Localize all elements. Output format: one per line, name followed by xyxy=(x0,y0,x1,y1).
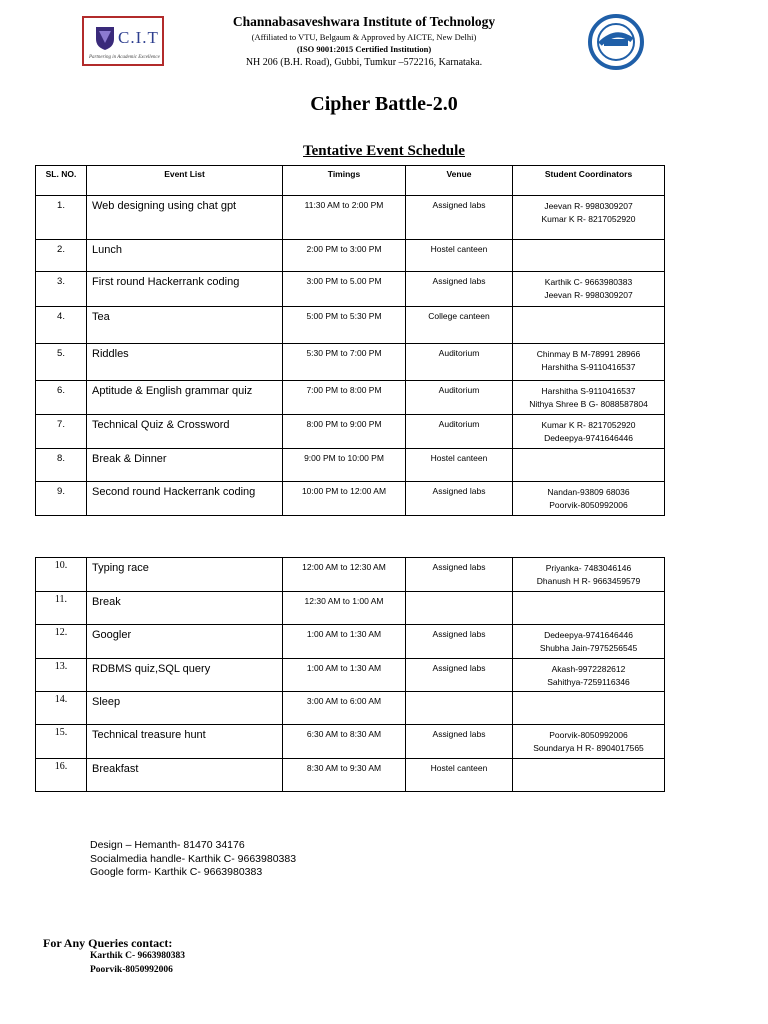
column-header-timings: Timings xyxy=(283,166,406,196)
coordinators-cell xyxy=(513,307,665,344)
sl-cell: 1. xyxy=(36,196,87,240)
coordinators-cell xyxy=(513,449,665,482)
venue-cell: College canteen xyxy=(406,307,513,344)
coordinators-cell xyxy=(513,692,665,725)
event-cell: Aptitude & English grammar quiz xyxy=(87,381,283,415)
event-cell: Breakfast xyxy=(87,759,283,792)
coordinators-cell xyxy=(513,725,665,759)
coordinator: Harshitha S-9110416537 xyxy=(541,386,636,396)
venue-cell: Hostel canteen xyxy=(406,759,513,792)
sl-cell: 2. xyxy=(36,240,87,272)
table-row xyxy=(36,307,665,344)
institute-name: Channabasaveshwara Institute of Technology xyxy=(232,14,496,29)
coordinators-cell xyxy=(513,344,665,381)
coordinators-cell xyxy=(513,240,665,272)
timing-cell: 11:30 AM to 2:00 PM xyxy=(283,196,406,240)
venue-cell: Assigned labs xyxy=(406,272,513,307)
credit-line: Google form- Karthik C- 9663980383 xyxy=(90,866,263,878)
logo-tagline: Partnering in Academic Excellence xyxy=(89,55,160,60)
coordinator: Chinmay B M-78991 28966 xyxy=(536,349,641,359)
sl-cell: 8. xyxy=(36,449,87,482)
venue-cell: Assigned labs xyxy=(406,725,513,759)
coordinator: Dhanush H R- 9663459579 xyxy=(536,576,641,586)
event-cell: Technical treasure hunt xyxy=(87,725,283,759)
coordinators-cell xyxy=(513,381,665,415)
credits xyxy=(90,839,296,880)
event-cell: Sleep xyxy=(87,692,283,725)
table-row xyxy=(36,196,665,240)
coordinator: Jeevan R- 9980309207 xyxy=(544,201,633,211)
table-row xyxy=(36,558,665,592)
timing-cell: 1:00 AM to 1:30 AM xyxy=(283,625,406,659)
coordinator: Sahithya-7259116346 xyxy=(547,677,630,687)
coordinator: Kumar K R- 8217052920 xyxy=(541,214,636,224)
coordinator: Priyanka- 7483046146 xyxy=(545,563,632,573)
event-cell: Second round Hackerrank coding xyxy=(87,482,283,516)
credit-line: Socialmedia handle- Karthik C- 9663980383 xyxy=(90,852,297,865)
venue-cell: Assigned labs xyxy=(406,625,513,659)
timing-cell: 6:30 AM to 8:30 AM xyxy=(283,725,406,759)
timing-cell: 5:00 PM to 5:30 PM xyxy=(283,307,406,344)
table-row xyxy=(36,381,665,415)
coordinator: Akash-9972282612 xyxy=(551,664,626,674)
venue-cell: Assigned labs xyxy=(406,558,513,592)
timing-cell: 12:30 AM to 1:00 AM xyxy=(283,592,406,625)
table-row xyxy=(36,344,665,381)
sl-cell: 11. xyxy=(36,592,87,625)
venue-cell: Assigned labs xyxy=(406,659,513,692)
coordinators-cell xyxy=(513,482,665,516)
event-cell: Technical Quiz & Crossword xyxy=(87,415,283,449)
timing-cell: 10:00 PM to 12:00 AM xyxy=(283,482,406,516)
table-header-row xyxy=(36,166,665,196)
institute-affiliation: (Affiliated to VTU, Belgaum & Approved by AICTE, New Delhi) xyxy=(251,32,477,42)
venue-cell xyxy=(406,692,513,725)
column-header-coordinators: Student Coordinators xyxy=(513,166,665,196)
table-row xyxy=(36,625,665,659)
timing-cell: 8:30 AM to 9:30 AM xyxy=(283,759,406,792)
coordinators-cell xyxy=(513,659,665,692)
event-cell: Lunch xyxy=(87,240,283,272)
event-cell: First round Hackerrank coding xyxy=(87,272,283,307)
timing-cell: 7:00 PM to 8:00 PM xyxy=(283,381,406,415)
table-row xyxy=(36,415,665,449)
coordinator: Dedeepya-9741646446 xyxy=(544,630,633,640)
venue-cell: Auditorium xyxy=(406,415,513,449)
coordinators-cell xyxy=(513,759,665,792)
sl-cell: 16. xyxy=(36,759,87,792)
table-row xyxy=(36,272,665,307)
sl-cell: 6. xyxy=(36,381,87,415)
coordinators-cell xyxy=(513,558,665,592)
coordinator: Jeevan R- 9980309207 xyxy=(544,290,633,300)
timing-cell: 3:00 AM to 6:00 AM xyxy=(283,692,406,725)
timing-cell: 9:00 PM to 10:00 PM xyxy=(283,449,406,482)
table-row xyxy=(36,482,665,516)
event-cell: Riddles xyxy=(87,344,283,381)
sl-cell: 9. xyxy=(36,482,87,516)
logo-text: C.I.T xyxy=(118,28,159,47)
coordinator: Karthik C- 9663980383 xyxy=(544,277,633,287)
event-cell: Googler xyxy=(87,625,283,659)
timing-cell: 12:00 AM to 12:30 AM xyxy=(283,558,406,592)
institute-iso: (ISO 9001:2015 Certified Institution) xyxy=(296,44,432,54)
coordinators-cell xyxy=(513,196,665,240)
institute-address: NH 206 (B.H. Road), Gubbi, Tumkur –572216, Karnataka. xyxy=(245,57,483,68)
event-cell: Typing race xyxy=(87,558,283,592)
schedule-table-1 xyxy=(35,165,665,516)
venue-cell: Auditorium xyxy=(406,381,513,415)
venue-cell: Hostel canteen xyxy=(406,240,513,272)
sl-cell: 15. xyxy=(36,725,87,759)
timing-cell: 2:00 PM to 3:00 PM xyxy=(283,240,406,272)
event-cell: RDBMS quiz,SQL query xyxy=(87,659,283,692)
event-cell: Web designing using chat gpt xyxy=(87,196,283,240)
sl-cell: 4. xyxy=(36,307,87,344)
sl-cell: 14. xyxy=(36,692,87,725)
table-row xyxy=(36,659,665,692)
sl-cell: 10. xyxy=(36,558,87,592)
table-row xyxy=(36,725,665,759)
column-header-sl: SL. NO. xyxy=(36,166,87,196)
column-header-venue: Venue xyxy=(406,166,513,196)
timing-cell: 8:00 PM to 9:00 PM xyxy=(283,415,406,449)
coordinator: Soundarya H R- 8904017565 xyxy=(533,743,644,753)
event-cell: Tea xyxy=(87,307,283,344)
timing-cell: 3:00 PM to 5.00 PM xyxy=(283,272,406,307)
table-row xyxy=(36,759,665,792)
schedule-title: Tentative Event Schedule xyxy=(303,143,465,159)
coordinators-cell xyxy=(513,415,665,449)
sl-cell: 5. xyxy=(36,344,87,381)
timing-cell: 1:00 AM to 1:30 AM xyxy=(283,659,406,692)
coordinator: Nandan-93809 68036 xyxy=(547,487,630,497)
table-row xyxy=(36,592,665,625)
table-row xyxy=(36,692,665,725)
coordinator: Poorvik-8050992006 xyxy=(549,500,628,510)
schedule-table-2 xyxy=(35,557,665,792)
contact-line: Poorvik-8050992006 xyxy=(90,964,173,975)
coordinators-cell xyxy=(513,592,665,625)
venue-cell: Assigned labs xyxy=(406,196,513,240)
venue-cell: Assigned labs xyxy=(406,482,513,516)
sl-cell: 3. xyxy=(36,272,87,307)
sl-cell: 13. xyxy=(36,659,87,692)
coordinator: Kumar K R- 8217052920 xyxy=(541,420,636,430)
table-row xyxy=(36,240,665,272)
sl-cell: 7. xyxy=(36,415,87,449)
coordinator: Poorvik-8050992006 xyxy=(549,730,628,740)
event-title: Cipher Battle-2.0 xyxy=(310,93,458,115)
queries-contacts xyxy=(90,950,185,977)
venue-cell: Hostel canteen xyxy=(406,449,513,482)
credit-line: Design – Hemanth- 81470 34176 xyxy=(90,839,245,851)
column-header-event: Event List xyxy=(87,166,283,196)
venue-cell xyxy=(406,592,513,625)
venue-cell: Auditorium xyxy=(406,344,513,381)
coordinator: Nithya Shree B G- 8088587804 xyxy=(529,399,648,409)
coordinator: Dedeepya-9741646446 xyxy=(544,433,633,443)
coordinators-cell xyxy=(513,272,665,307)
table-row xyxy=(36,449,665,482)
sl-cell: 12. xyxy=(36,625,87,659)
contact-line: Karthik C- 9663980383 xyxy=(90,951,185,961)
queries-title: For Any Queries contact: xyxy=(43,936,173,950)
coordinators-cell xyxy=(513,625,665,659)
event-cell: Break & Dinner xyxy=(87,449,283,482)
event-cell: Break xyxy=(87,592,283,625)
timing-cell: 5:30 PM to 7:00 PM xyxy=(283,344,406,381)
coordinator: Shubha Jain-7975256545 xyxy=(539,643,638,653)
coordinator: Harshitha S-9110416537 xyxy=(541,362,636,372)
